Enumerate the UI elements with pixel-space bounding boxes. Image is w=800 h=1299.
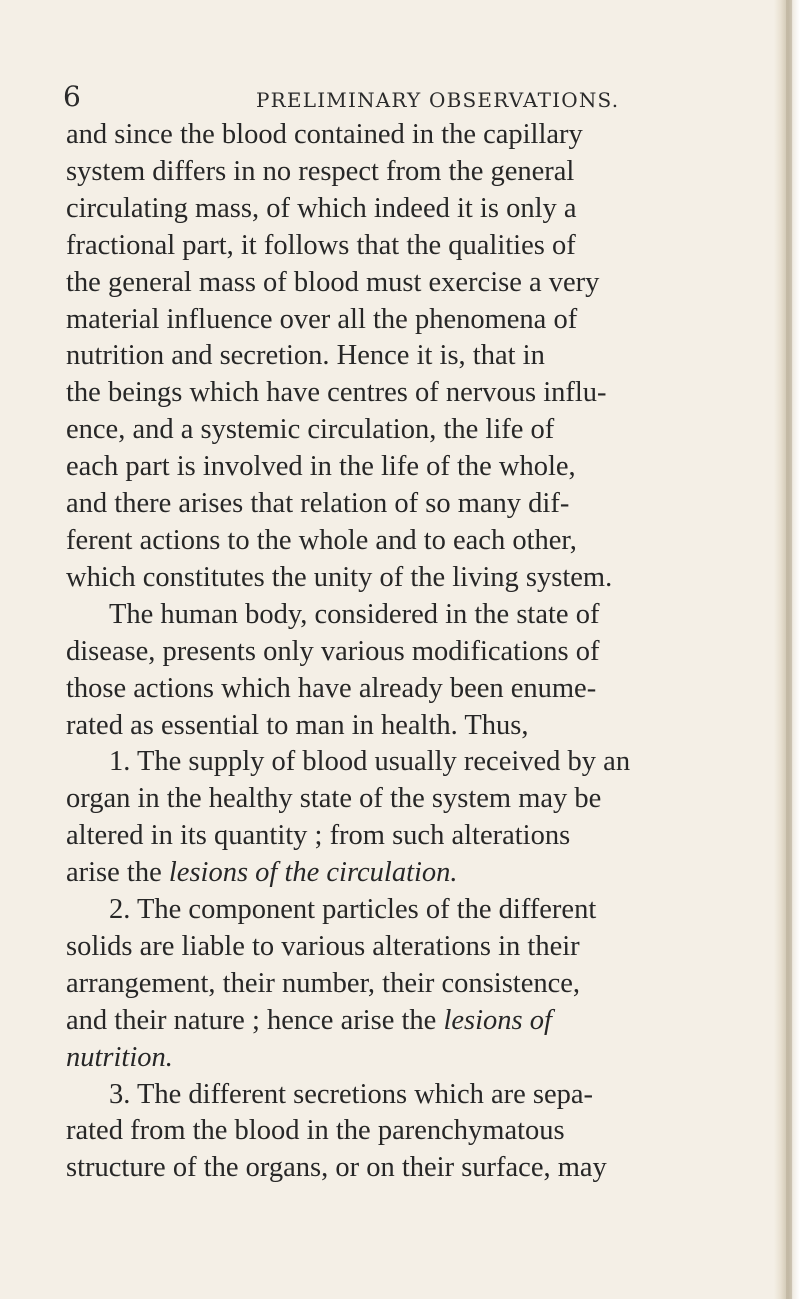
text-line bbox=[66, 855, 726, 892]
text-line: ence, and a systemic circulation, the life of bbox=[66, 414, 555, 446]
emphasis-text: lesions of bbox=[443, 1004, 552, 1036]
text-line: the general mass of blood must exercise a very bbox=[66, 266, 600, 298]
emphasis-text: nutrition. bbox=[66, 1041, 173, 1073]
text-fragment: and their nature ; hence arise the bbox=[66, 1004, 444, 1036]
text-line: the beings which have centres of nervous influ- bbox=[66, 377, 607, 409]
text-line: The human body, considered in the state of bbox=[109, 598, 600, 630]
text-line: 3. The different secretions which are sepa- bbox=[109, 1078, 594, 1110]
text-line: circulating mass, of which indeed it is only a bbox=[66, 192, 577, 224]
page-binding-edge bbox=[774, 0, 800, 1299]
text-line: arrangement, their number, their consistence, bbox=[66, 967, 581, 999]
text-line: altered in its quantity ; from such alterations bbox=[66, 820, 571, 852]
text-line: disease, presents only various modifications of bbox=[66, 635, 600, 667]
text-line: and there arises that relation of so many dif- bbox=[66, 488, 570, 520]
text-line bbox=[66, 1040, 726, 1077]
text-line bbox=[66, 1003, 726, 1040]
text-line: organ in the healthy state of the system may be bbox=[66, 783, 602, 815]
text-line: 2. The component particles of the different bbox=[109, 894, 597, 926]
emphasis-text: lesions of the circulation. bbox=[168, 857, 458, 889]
text-line: which constitutes the unity of the living system. bbox=[66, 561, 613, 593]
text-line: structure of the organs, or on their surface, may bbox=[66, 1152, 607, 1184]
text-line: fractional part, it follows that the qualities of bbox=[66, 229, 576, 261]
running-title: PRELIMINARY OBSERVATIONS. bbox=[256, 88, 620, 112]
text-line: rated from the blood in the parenchymatous bbox=[66, 1115, 565, 1147]
text-line: nutrition and secretion. Hence it is, that in bbox=[66, 340, 545, 372]
page-body bbox=[66, 117, 726, 1187]
page-number: 6 bbox=[63, 80, 81, 113]
text-line: each part is involved in the life of the whole, bbox=[66, 451, 576, 483]
binding-stripe bbox=[786, 0, 792, 1299]
text-line: solids are liable to various alterations in their bbox=[66, 930, 580, 962]
text-fragment: arise the bbox=[66, 857, 169, 889]
text-line: ferent actions to the whole and to each other, bbox=[66, 524, 577, 556]
text-line: 1. The supply of blood usually received by an bbox=[109, 746, 631, 778]
text-line: and since the blood contained in the capillary bbox=[66, 119, 583, 150]
text-line: those actions which have already been enume- bbox=[66, 672, 597, 704]
text-line: material influence over all the phenomena of bbox=[66, 303, 578, 335]
text-line: system differs in no respect from the general bbox=[66, 155, 575, 187]
text-line: rated as essential to man in health. Thus, bbox=[66, 709, 529, 741]
